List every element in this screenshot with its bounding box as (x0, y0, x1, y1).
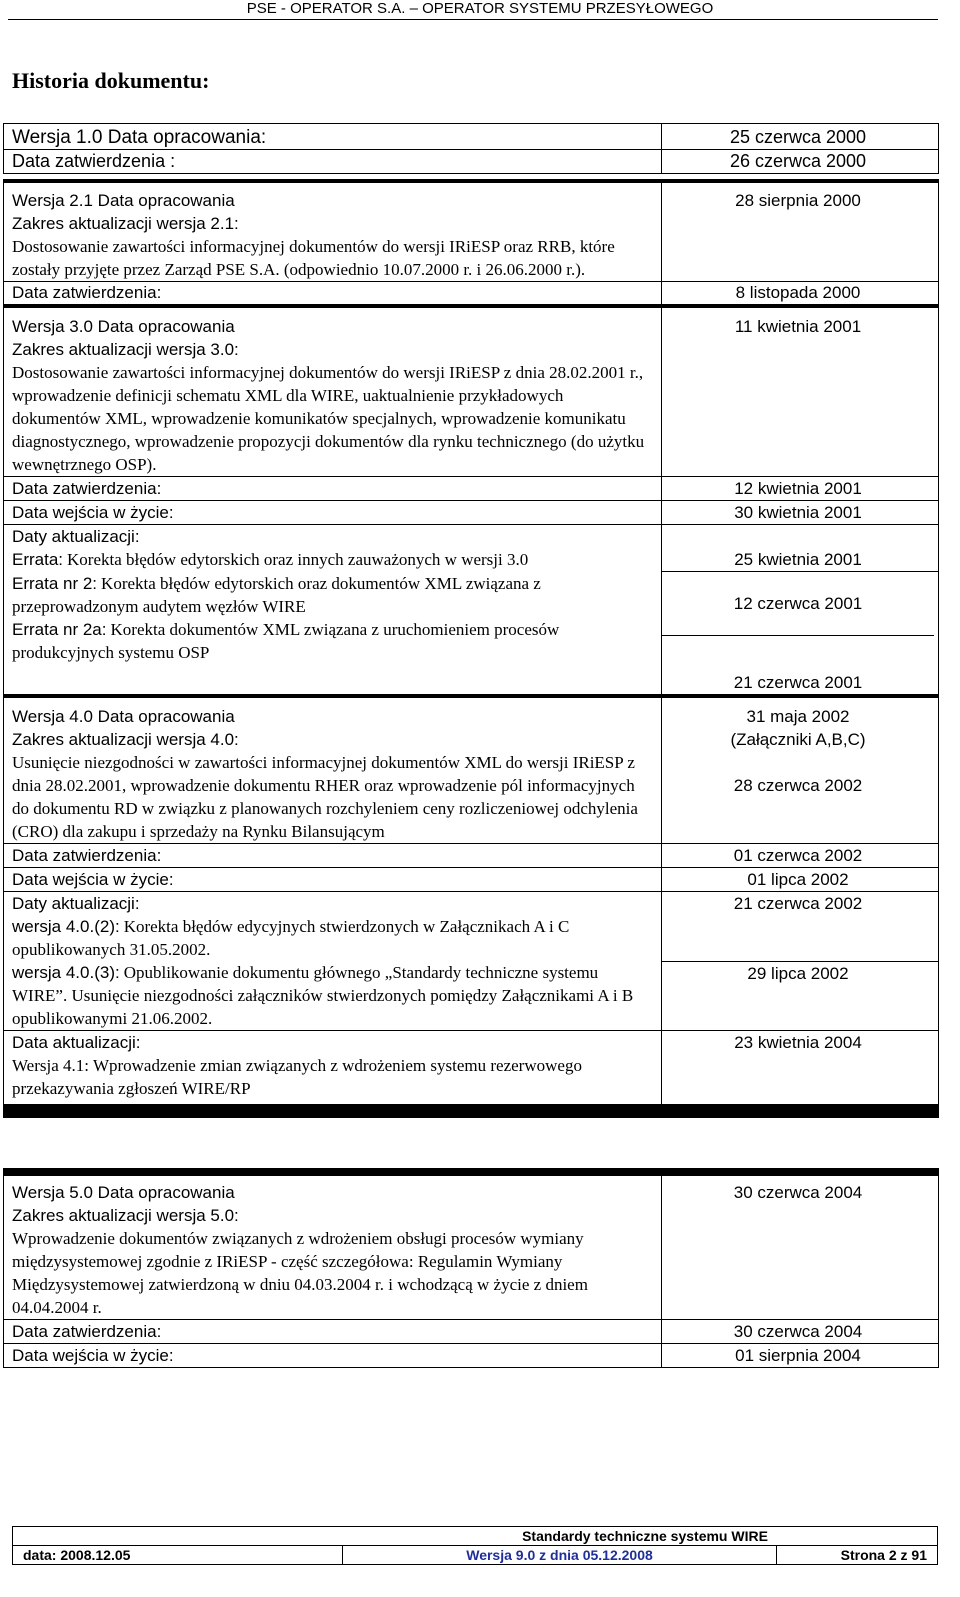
v30-label: Wersja 3.0 Data opracowania (12, 317, 235, 336)
v30-approved-date: 12 kwietnia 2001 (734, 479, 862, 498)
v30-effective-label: Data wejścia w życie: (4, 501, 662, 524)
v21-approved-label: Data zatwierdzenia: (4, 282, 662, 304)
errata2-text: Korekta błędów edytorskich oraz dokumentów XML związana z przeprowadzonym audytem węzłów WIRE (12, 574, 541, 616)
history-table-v10 (3, 123, 939, 174)
v50-date: 30 czerwca 2004 (733, 1183, 863, 1202)
v10-label: Wersja 1.0 Data opracowania: (4, 124, 662, 149)
table-row (4, 149, 938, 173)
v40-approved-label: Data zatwierdzenia: (4, 844, 662, 867)
table-row (4, 524, 938, 548)
v30-errata2 (12, 572, 651, 618)
v40-effective-date: 01 lipca 2002 (747, 870, 849, 889)
page-footer (12, 1526, 938, 1565)
footer-doc-title: Standardy techniczne systemu WIRE (13, 1527, 937, 1546)
v40-upd-label: Data aktualizacji: (12, 1033, 141, 1052)
v40-desc: Usunięcie niezgodności w zawartości informacyjnej dokumentów XML do wersji IRiESP z dnia 28.02.2001, wprowadzenie dokumentu RHER oraz wprowadzenie pól informacyjnych do dokumentu RD w związku z planowanych rozchyleniem ceny rozliczeniowej odchylenia (CRO) dla zakupu i sprzedaży na Rynku Bilansującym (12, 753, 638, 841)
table-row (4, 1319, 938, 1343)
table-row (4, 281, 938, 304)
footer-date: data: 2008.12.05 (13, 1546, 343, 1564)
v30-approved-label: Data zatwierdzenia: (4, 477, 662, 500)
u3-label: wersja 4.0.(3): (12, 963, 120, 982)
table-row (4, 548, 938, 572)
v30-errata2-date: 12 czerwca 2001 (662, 572, 934, 636)
table-row (4, 1343, 938, 1367)
v40-approved-date: 01 czerwca 2002 (733, 846, 863, 865)
v30-errata (12, 548, 651, 571)
v50-desc: Wprowadzenie dokumentów związanych z wdrożeniem obsługi procesów wymiany międzysystemowej zgodnie z IRiESP - część szczegółowa: Regulamin Wymiany Międzysystemowej zatwierdzoną w dniu 04.03.2004 r. i wchodzącą w życie z dniem 04.04.2004 r. (12, 1229, 588, 1317)
table-row (4, 694, 938, 843)
footer-page: Strona 2 z 91 (840, 1547, 927, 1563)
v40-date-note: (Załączniki A,B,C) (730, 730, 866, 749)
v21-approved-date: 8 listopada 2000 (735, 283, 861, 302)
v40-update-2 (12, 915, 651, 961)
u3-text: Opublikowanie dokumentu głównego „Standardy techniczne systemu WIRE”. Usunięcie niezgodności załączników stwierdzonych pomiędzy Załącznikami A i B opublikowanymi 21.06.2002. (12, 963, 634, 1028)
empty-cell (662, 525, 938, 548)
table-row (4, 500, 938, 524)
errata-text: Korekta błędów edytorskich oraz innych zauważonych w wersji 3.0 (67, 550, 529, 569)
errata2a-label: Errata nr 2a: (12, 620, 107, 639)
v50-approved-label: Data zatwierdzenia: (4, 1320, 662, 1343)
table-row (4, 1030, 938, 1104)
v40-updates-label: Daty aktualizacji: (12, 894, 140, 913)
table-row (4, 1176, 938, 1319)
v40-scope-label: Zakres aktualizacji wersja 4.0: (12, 730, 239, 749)
v40-upd-date: 23 kwietnia 2004 (734, 1033, 862, 1052)
v10-approved-label: Data zatwierdzenia : (4, 150, 662, 173)
v30-errata2a (12, 618, 651, 664)
table-row (4, 843, 938, 867)
table-row (4, 304, 938, 476)
u2-text: Korekta błędów edycyjnych stwierdzonych w Załącznikach A i C opublikowanych 31.05.2002. (12, 917, 570, 959)
page-header (0, 0, 960, 20)
errata2a-text: Korekta dokumentów XML związana z uruchomieniem procesów produkcyjnych systemu OSP (12, 620, 560, 662)
v21-label: Wersja 2.1 Data opracowania (12, 191, 235, 210)
header-rule (8, 19, 938, 20)
v30-errata2a-date: 21 czerwca 2001 (733, 673, 863, 692)
u2-label: wersja 4.0.(2): (12, 917, 120, 936)
history-table-v50 (3, 1168, 939, 1368)
v50-effective-label: Data wejścia w życie: (4, 1344, 662, 1367)
table-row (4, 572, 938, 694)
footer-version: Wersja 9.0 z dnia 05.12.2008 (343, 1546, 777, 1564)
v40-date2: 28 czerwca 2002 (733, 776, 863, 795)
footer-row (13, 1546, 937, 1564)
table-row (4, 891, 938, 961)
separator-bar (4, 1104, 938, 1117)
history-table-main (3, 179, 939, 1118)
v10-date: 25 czerwca 2000 (729, 127, 867, 147)
page-title: Historia dokumentu: (12, 68, 210, 93)
v50-scope-label: Zakres aktualizacji wersja 5.0: (12, 1206, 239, 1225)
v30-date: 11 kwietnia 2001 (734, 317, 862, 336)
v40-effective-label: Data wejścia w życie: (4, 868, 662, 891)
v40-u3-date: 29 lipca 2002 (662, 961, 938, 1030)
v30-desc: Dostosowanie zawartości informacyjnej dokumentów do wersji IRiESP z dnia 28.02.2001 r., wprowadzenie definicji schematu XML dla WIRE, uaktualnienie przykładowych dokumentów XML, wprowadzenie komunikatów specjalnych, wprowadzenie komunikatu diagnostycznego, wprowadzenie propozycji dokumentów dla rynku technicznego (do użytku wewnętrznego OSP). (12, 363, 645, 474)
v21-desc: Dostosowanie zawartości informacyjnej dokumentów do wersji IRiESP oraz RRB, które zostały przyjęte przez Zarząd PSE S.A. (odpowiednio 10.07.2000 r. i 26.06.2000 r.). (12, 237, 615, 279)
errata-label: Errata: (12, 550, 64, 569)
table-row (4, 961, 938, 1030)
errata2-label: Errata nr 2: (12, 574, 98, 593)
v30-errata-date: 25 kwietnia 2001 (662, 548, 938, 572)
v40-label: Wersja 4.0 Data opracowania (12, 707, 235, 726)
v10-approved-date: 26 czerwca 2000 (729, 151, 867, 171)
v50-effective-date: 01 sierpnia 2004 (735, 1346, 861, 1365)
v50-label: Wersja 5.0 Data opracowania (12, 1183, 235, 1202)
v30-updates-label: Daty aktualizacji: (4, 525, 662, 548)
v30-scope-label: Zakres aktualizacji wersja 3.0: (12, 340, 239, 359)
v21-date: 28 sierpnia 2000 (735, 191, 861, 210)
v50-approved-date: 30 czerwca 2004 (733, 1322, 863, 1341)
table-row (4, 124, 938, 149)
table-row (4, 183, 938, 281)
v30-effective-date: 30 kwietnia 2001 (734, 503, 862, 522)
table-row (4, 476, 938, 500)
v41-text: Wersja 4.1: Wprowadzenie zmian związanych z wdrożeniem systemu rezerwowego przekazywania zgłoszeń WIRE/RP (12, 1056, 582, 1098)
v40-updates-date: 21 czerwca 2002 (733, 894, 863, 913)
header-text: PSE - OPERATOR S.A. – OPERATOR SYSTEMU PRZESYŁOWEGO (246, 0, 714, 17)
table-row (4, 867, 938, 891)
v40-date: 31 maja 2002 (746, 707, 850, 726)
v21-scope-label: Zakres aktualizacji wersja 2.1: (12, 214, 239, 233)
v40-update-3 (12, 961, 651, 1030)
